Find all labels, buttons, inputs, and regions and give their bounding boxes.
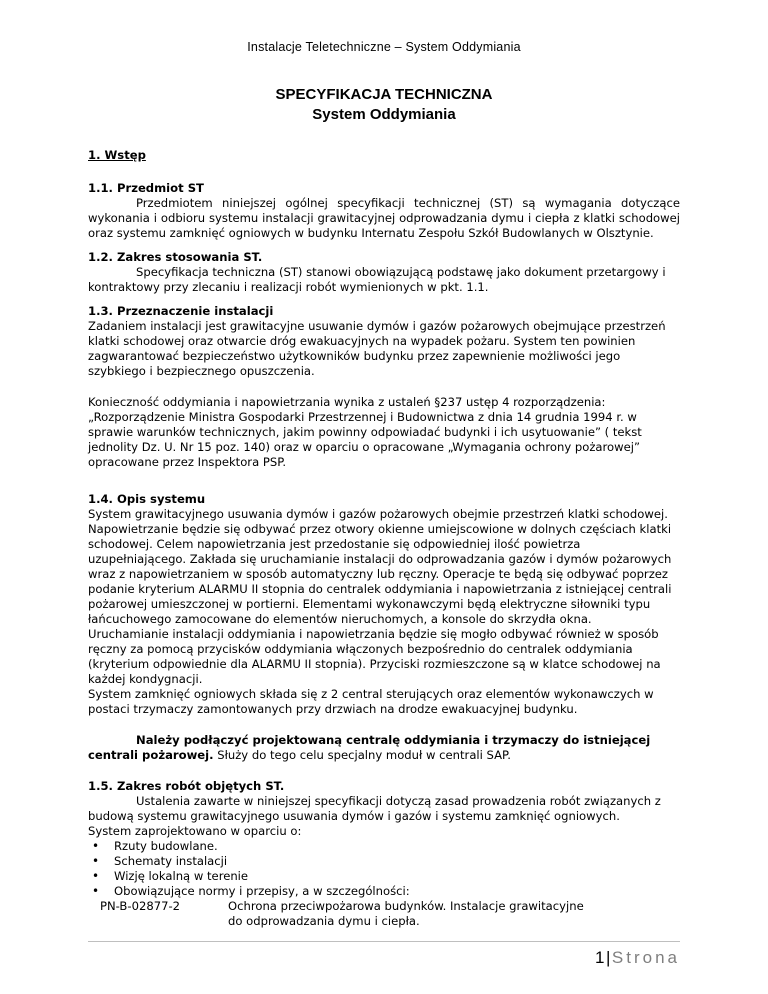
section-1-3-body-2: Konieczność oddymiania i napowietrzania wynika z ustaleń §237 ustęp 4 rozporządzenia: „Rozporządzenie Ministra Gospodarki Przestrzennej i Budownictwa z dnia 14 grudnia 1994 r. w sprawie warunków technicznych, jakim powinny odpowiadać budynki i ich usytuowanie” ( tekst jednolity Dz. U. Nr 15 poz. 140) oraz w oparciu o opracowane „Wymagania ochrony pożarowej” opracowane przez Inspektora PSP. — [88, 395, 642, 469]
section-1-5-heading: 1.5. Zakres robót objętych ST. — [88, 779, 285, 793]
page-word: Strona — [611, 948, 680, 967]
list-item: • Rzuty budowlane. — [88, 839, 680, 854]
section-1-2-heading: 1.2. Zakres stosowania ST. — [88, 250, 263, 264]
list-item: • Wizję lokalną w terenie — [88, 869, 680, 884]
norm-description — [228, 899, 584, 929]
section-1-5-body-2: System zaprojektowano w oparciu o: — [88, 824, 302, 838]
document-title — [0, 85, 768, 125]
section-1-4-heading: 1.4. Opis systemu — [88, 492, 206, 506]
section-1-3-body-1: Zadaniem instalacji jest grawitacyjne usuwanie dymów i gazów pożarowych obejmujące przestrzeń klatki schodowej oraz otwarcie dróg ewakuacyjnych na wypadek pożaru. System ten powinien zagwarantować bezpieczeństwo użytkowników budynku przez zapewnienie możliwości jego szybkiego i bezpiecznego opuszczenia. — [88, 319, 666, 378]
section-1-heading: 1. Wstęp — [88, 148, 146, 162]
basis-list — [88, 839, 680, 899]
footer-divider — [88, 941, 680, 942]
section-1-4-body-2: Uruchamianie instalacji oddymiania i napowietrzania będzie się mogło odbywać również w sposób ręczny za pomocą przycisków oddymiania włączonych bezpośrednio do centralek oddymiania (kryterium odpowiednie dla ALARMU II stopnia). Przyciski rozmieszczone są w klatce schodowej na każdej kondygnacji. — [88, 627, 661, 686]
page-number-value: 1 — [595, 948, 606, 967]
section-1-2-body: Specyfikacja techniczna (ST) stanowi obowiązującą podstawę jako dokument przetargowy i kontraktowy przy zlecaniu i realizacji robót wymienionych w pkt. 1.1. — [88, 265, 666, 294]
section-1-4-note — [88, 733, 680, 763]
bold-note: Należy podłączyć projektowaną centralę oddymiania i trzymaczy do istniejącej centrali pożarowej. — [88, 733, 651, 762]
page-number — [595, 948, 680, 968]
section-1-3-heading: 1.3. Przeznaczenie instalacji — [88, 304, 274, 318]
section-1-5-body-1: Ustalenia zawarte w niniejszej specyfikacji dotyczą zasad prowadzenia robót związanych z budową systemu grawitacyjnego usuwania dymów i gazów i systemu zamknięć ogniowych. — [88, 794, 661, 823]
note-tail: Służy do tego celu specjalny moduł w centrali SAP. — [213, 748, 511, 762]
section-1-1-heading: 1.1. Przedmiot ST — [88, 181, 204, 195]
list-item: • Obowiązujące normy i przepisy, a w szczególności: — [88, 884, 680, 899]
norm-desc-line-1: Ochrona przeciwpożarowa budynków. Instalacje grawitacyjne — [228, 899, 584, 913]
norm-code: PN-B-02877-2 — [100, 899, 181, 913]
section-1-4-body-3: System zamknięć ogniowych składa się z 2 central sterujących oraz elementów wykonawczych w postaci trzymaczy zamontowanych przy drzwiach na drodze ewakuacyjnej budynku. — [88, 687, 654, 716]
running-header: Instalacje Teletechniczne – System Oddymiania — [247, 40, 521, 54]
norm-entry — [88, 899, 680, 929]
page-number-separator: | — [605, 948, 612, 967]
title-line-1: SPECYFIKACJA TECHNICZNA — [275, 86, 493, 103]
norm-desc-line-2: do odprowadzania dymu i ciepła. — [228, 914, 420, 928]
section-1-1-body: Przedmiotem niniejszej ogólnej specyfikacji technicznej (ST) są wymagania dotyczące wykonania i odbioru systemu instalacji grawitacyjnej odprowadzania dymu i ciepła z klatki schodowej oraz systemu zamknięć ogniowych w budynku Internatu Zespołu Szkół Budowlanych w Olsztynie. — [88, 196, 680, 240]
section-1-4-body-1: System grawitacyjnego usuwania dymów i gazów pożarowych obejmie przestrzeń klatki schodowej. Napowietrzanie będzie się odbywać przez otwory okienne umiejscowione w dolnych częściach klatki schodowej. Celem napowietrzania jest przedostanie się odpowiedniej ilość powietrza uzupełniającego. Zakłada się uruchamianie instalacji do odprowadzania gazów i dymów pożarowych wraz z napowietrzaniem w sposób automatyczny lub ręczny. Operacje te będą się odbywać poprzez podanie kryterium ALARMU II stopnia do centralek oddymiania i napowietrzania z istniejącej centrali pożarowej umieszczonej w portierni. Elementami wykonawczymi będą elektryczne siłowniki typu łańcuchowego zamocowane do elementów nieruchomych, a konsole do skrzydła okna. — [88, 507, 672, 626]
document-body — [88, 148, 680, 929]
list-item: • Schematy instalacji — [88, 854, 680, 869]
title-line-2: System Oddymiania — [312, 106, 456, 123]
